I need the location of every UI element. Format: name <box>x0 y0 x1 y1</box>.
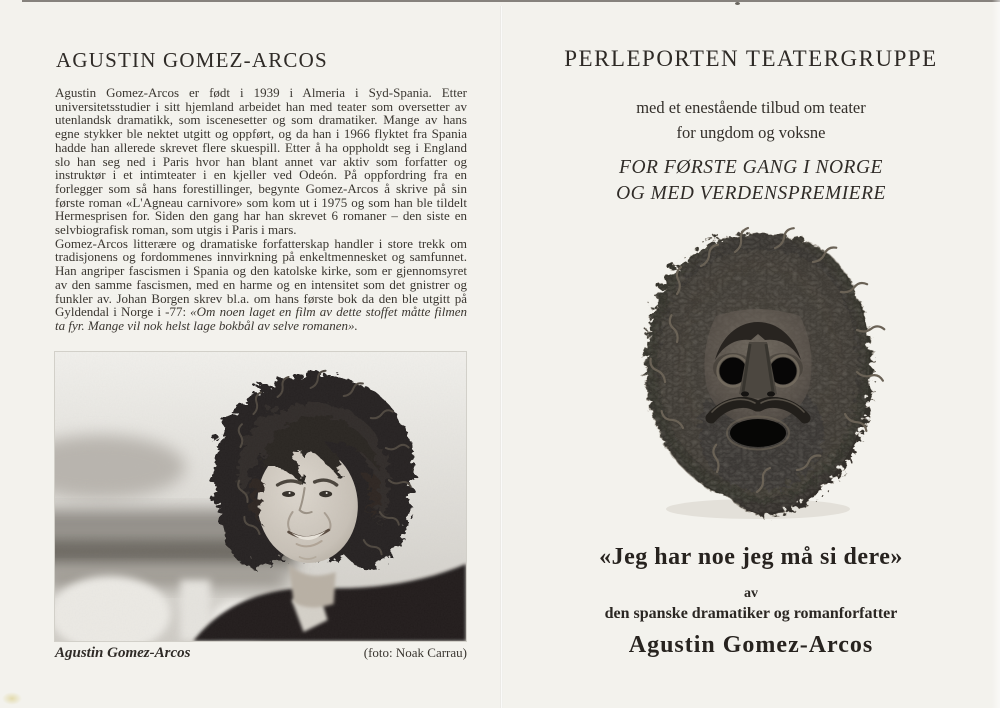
premiere-line2: OG MED VERDENSPREMIERE <box>616 183 886 204</box>
author-description: den spanske dramatiker og romanforfatter <box>604 605 898 622</box>
bio-borgen-quote: «Om noen laget en film av dette stoffet måtte filmen ta fyr. Mange vil nok helst lage bokbål av selve romanen». <box>55 304 467 333</box>
play-title-quote: «Jeg har noe jeg må si dere» <box>599 544 903 570</box>
mask-mouth <box>730 419 786 447</box>
byline-av: av <box>744 586 758 601</box>
group-title: PERLEPORTEN TEATERGRUPPE <box>564 46 938 71</box>
bio-heading: AGUSTIN GOMEZ-ARCOS <box>56 48 328 72</box>
portrait-photo <box>55 352 466 641</box>
scan-speck-artifact <box>735 2 740 5</box>
theatre-mask-photo <box>617 222 899 524</box>
author-name: Agustin Gomez-Arcos <box>628 632 874 658</box>
mask-svg <box>617 222 899 524</box>
tagline-line1: med et enestående tilbud om teater <box>636 98 866 117</box>
paper-stain <box>2 692 22 705</box>
bio-paragraph-1: Agustin Gomez-Arcos er født i 1939 i Almeria i Syd-Spania. Etter universitetsstudier i sitt hjemland arbeidet han med teater som oversetter av utenlandsk dramatikk, som iscenesetter og som dramatiker. Mange av hans egne stykker ble nektet utgitt og oppført, og da han i 1966 flyktet fra Spania hadde han allerede skrevet flere skuespill. Etter å ha oppholdt seg i England slo han seg ned i Paris hvor han blant annet var aktiv som forfatter og instruktør i et intimteater i en kjeller ved Odeón. På oppfordring fra en forlegger som så hans forestillinger, begynte Gomez-Arcos å skrive på sin første roman «L'Agneau carnivore» som kom ut i 1975 og som han ble tildelt Hermesprisen for. Siden den gang har han skrevet 6 romaner – den siste en selvbiografisk roman, som utgis i Paris i mars. <box>55 85 467 238</box>
tagline-line2: for ungdom og voksne <box>676 123 826 142</box>
bio-text <box>55 86 467 333</box>
bio-paragraph-2-text: Gomez-Arcos litterære og dramatiske forfatterskap handler i store trekk om tradisjonens og fordommenes innvirkning på enkeltmennesket og samfunnet. Han angriper fascismen i Spania og den katolske kirke, som er gjennomsyret av den samme fascismen, med en harme og en intensitet som det gnistrer og funkler av. Johan Borgen skrev bl.a. om hans første bok da den ble utgitt på Gyldendal i Norge i -77: <box>55 235 467 320</box>
portrait-svg <box>55 352 466 641</box>
premiere-line1: FOR FØRSTE GANG I NORGE <box>619 157 883 178</box>
bio-paragraph-2 <box>55 237 467 333</box>
photo-caption: Agustin Gomez-Arcos <box>55 645 191 661</box>
photo-caption-row <box>55 645 467 662</box>
photo-credit: (foto: Noak Carrau) <box>363 645 467 660</box>
scan-top-edge-artifact <box>22 0 1000 2</box>
